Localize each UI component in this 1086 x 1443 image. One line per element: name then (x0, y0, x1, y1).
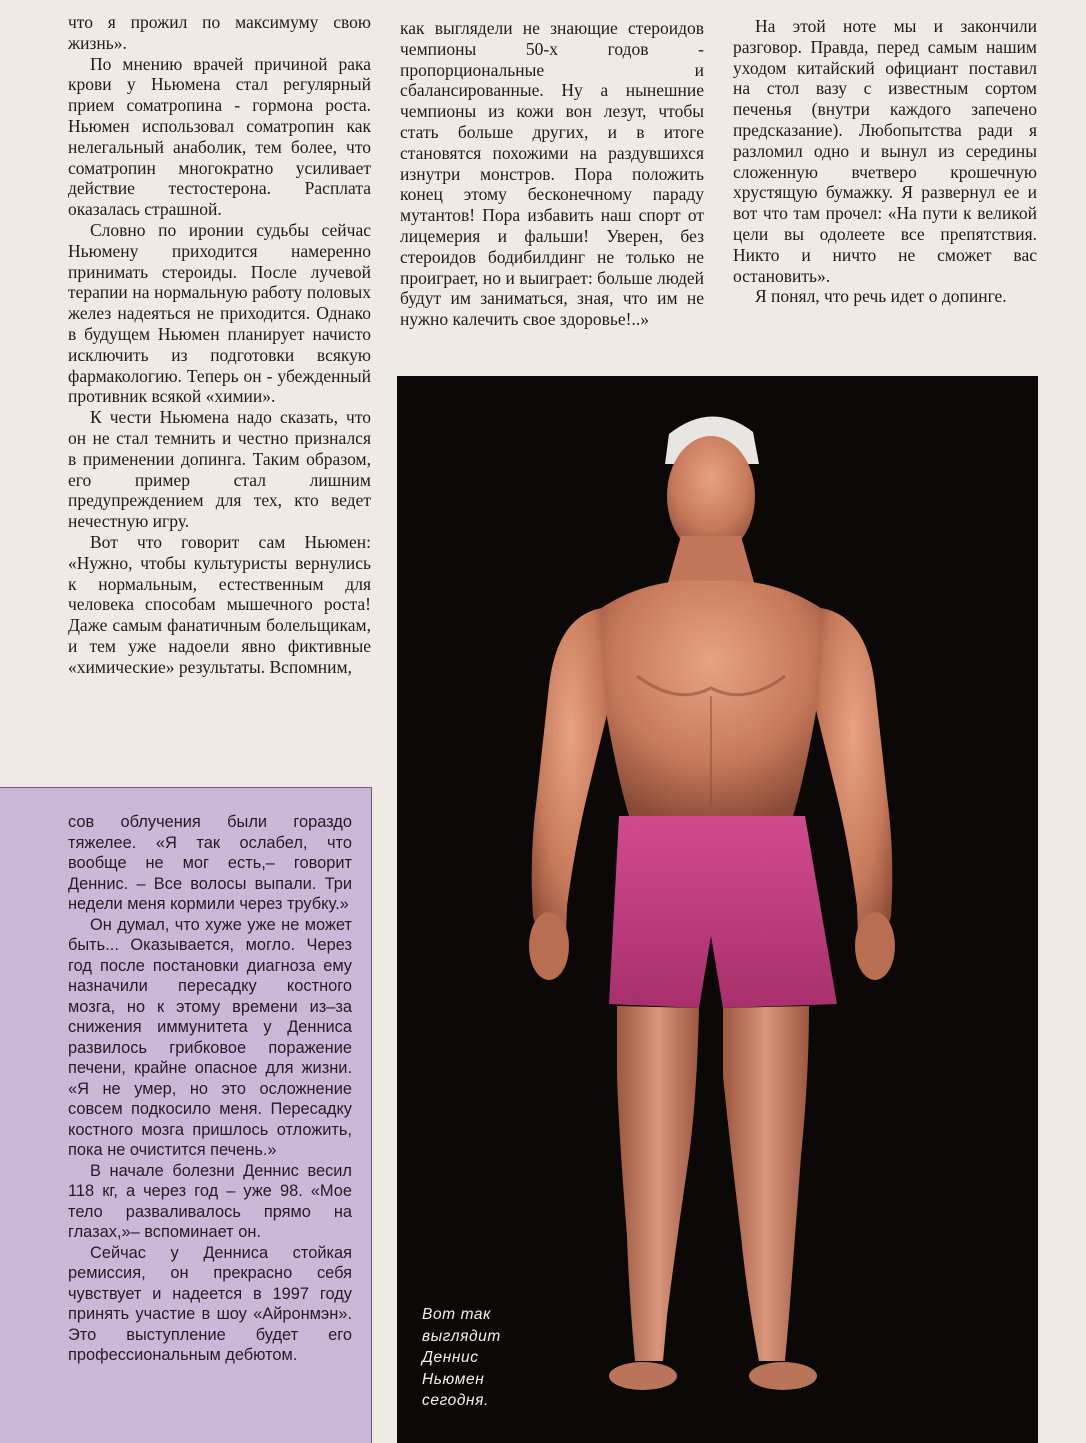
paragraph: К чести Ньюмена надо сказать, что он не стал темнить и честно признался в применении допинга. Таким образом, его пример стал лишним предупреждением для тех, кто ведет нечестную игру. (68, 407, 371, 532)
left-arm-shape (532, 608, 609, 966)
paragraph: Я понял, что речь идет о допинге. (755, 286, 1007, 307)
paragraph: По мнению врачей причиной рака крови у Ньюмена стал регулярный прием соматропина - гормона роста. Ньюмен использовал соматропин как нелегальный анаболик, тем более, что соматропин многократно усиливает действие тестостерона. Расплата оказалась страшной. (68, 53, 371, 220)
right-leg-shape (723, 1006, 809, 1361)
sidebar-text (68, 812, 352, 1366)
photo-caption (422, 1304, 572, 1412)
article-column-3 (733, 16, 1037, 307)
paragraph: Вот что говорит сам Ньюмен: «Нужно, чтобы культуристы вернулись к нормальным, естественным для человека способам мышечного роста! Даже самым фанатичным болельщикам, и тем уже надоели явно фиктивные «химические» результаты. Вспомним, (68, 531, 371, 677)
sidebar-paragraph: Он думал, что хуже уже не может быть... Оказывается, могло. Через год после постановки диагноза ему назначили пересадку костного мозга, но к этому времени из–за снижения иммунитета у Денниса развилось грибковое поражение печени, крайне опасное для жизни. «Я не умер, но это осложнение совсем подкосило меня. Пересадку костного мозга пришлось отложить, пока не очистится печень.» (68, 915, 352, 1159)
left-leg-shape (617, 1006, 699, 1361)
bodybuilder-photo (397, 376, 1038, 1443)
caption-line: Ньюмен (422, 1370, 485, 1388)
right-arm-shape (815, 608, 892, 966)
right-foot-shape (749, 1362, 817, 1390)
paragraph: На этой ноте мы и закончили разговор. Правда, перед самым нашим уходом китайский официант поставил на стол вазу с известным сортом печенья (внутри каждого запечено предсказание). Любопытства ради я разломил одно и вынул из середины сложенную вчетверо крошечную хрустящую бумажку. Я развернул ее и вот что там прочел: «На пути к великой цели вы одолеете все препятствия. Никто и ничто не сможет вас остановить». (733, 16, 1037, 286)
sidebar-paragraph: сов облучения были гораздо тяжелее. «Я так ослабел, что вообще не мог есть,– говорит Деннис. – Все волосы выпали. Три недели меня кормили через трубку.» (68, 813, 352, 913)
paragraph: что я прожил по максимуму свою жизнь». (68, 12, 371, 53)
caption-line: Деннис (422, 1349, 479, 1366)
sidebar-paragraph: В начале болезни Деннис весил 118 кг, а через год – уже 98. «Мое тело разваливалось прямо на глазах,»– вспоминает он. (68, 1161, 352, 1241)
caption-line: Вот так (422, 1306, 492, 1323)
caption-line: сегодня. (422, 1392, 489, 1409)
bodybuilder-figure (397, 376, 1038, 1443)
sidebar-paragraph: Сейчас у Денниса стойкая ремиссия, он прекрасно себя чувствует и надеется в 1997 году принять участие в шоу «Айронмэн». Это выступление будет его профессиональным дебютом. (68, 1243, 352, 1364)
article-column-2 (400, 18, 704, 330)
sidebar-box (0, 787, 372, 1443)
caption-line: выглядит (422, 1327, 501, 1345)
shorts-shape (609, 816, 837, 1008)
article-column-1 (68, 12, 371, 678)
paragraph: Словно по иронии судьбы сейчас Ньюмену приходится намеренно принимать стероиды. После лучевой терапии на нормальную работу половых желез надеяться не приходится. Однако в будущем Ньюмен планирует начисто исключить из подготовки всякую фармакологию. Теперь он - убежденный противник всякой «химии». (68, 219, 371, 407)
paragraph: как выглядели не знающие стероидов чемпионы 50-х годов - пропорциональные и сбалансированные. Ну а нынешние чемпионы из кожи вон лезут, чтобы стать больше других, и в итоге становятся похожими на раздувшихся изнутри монстров. Пора положить конец этому бесконечному параду мутантов! Пора избавить наш спорт от лицемерия и фальши! Уверен, без стероидов бодибилдинг не только не проиграет, но и выиграет: больше людей будут им заниматься, зная, что им не нужно калечить свое здоровье!..» (400, 18, 704, 330)
left-foot-shape (609, 1362, 677, 1390)
